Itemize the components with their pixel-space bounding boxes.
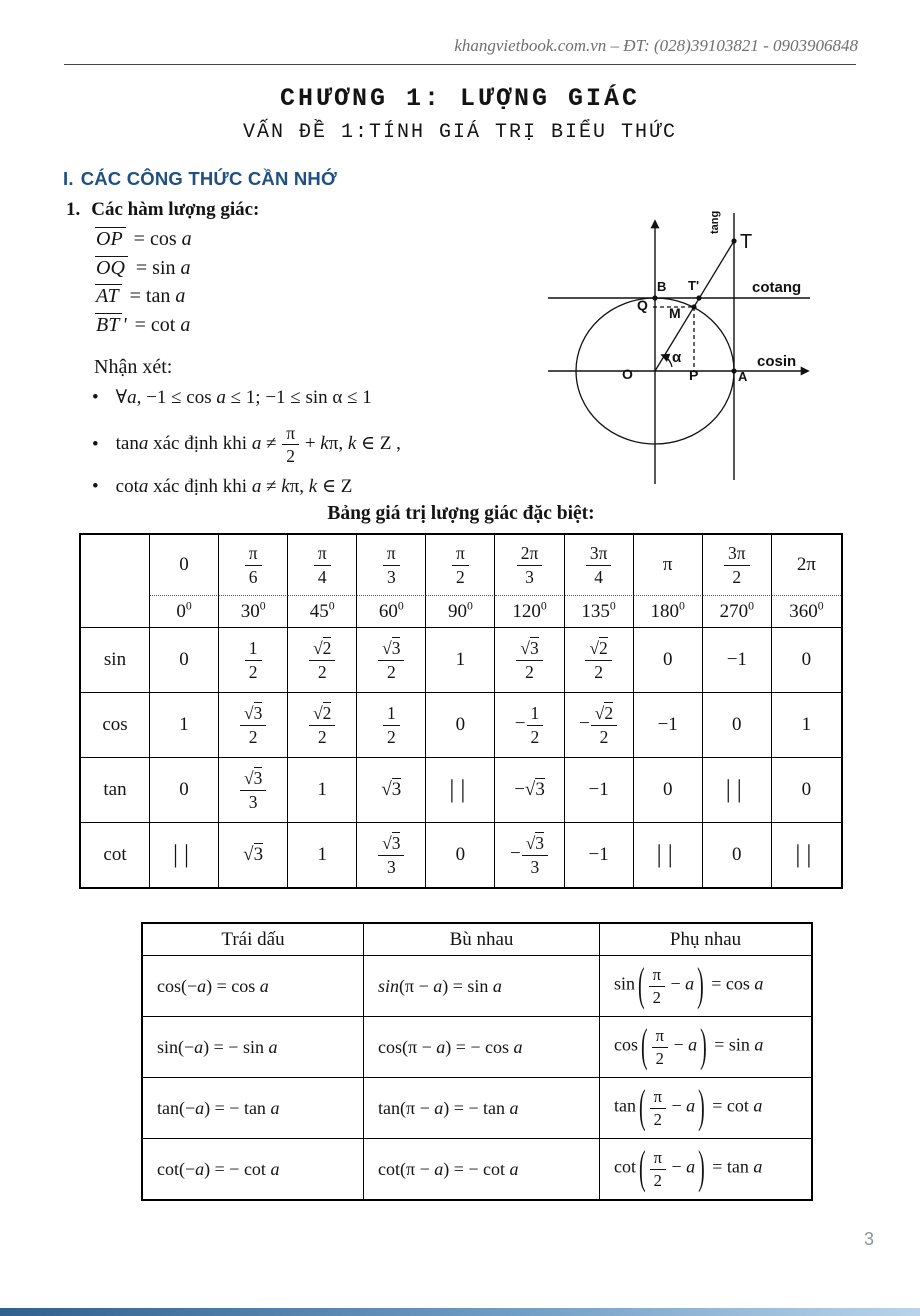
label-T-prime: T'	[688, 278, 700, 293]
value-cell: $\frac{√3}{3}$	[357, 823, 426, 887]
remark-text: • ∀a, −1 ≤ cos a ≤ 1; −1 ≤ sin α ≤ 1	[115, 387, 372, 408]
value-cell: ||	[795, 841, 818, 868]
remark-bullet	[92, 386, 562, 409]
label-tang: tang	[709, 210, 721, 234]
degree-header-cell: $45^0$	[288, 596, 357, 628]
label-P: P	[689, 367, 699, 383]
degree-header-cell: $180^0$	[634, 596, 703, 628]
formula-rhs: = sin a	[135, 256, 191, 279]
corner-cell	[81, 535, 150, 628]
value-cell: 0	[772, 758, 841, 823]
header-divider	[64, 64, 856, 65]
identity-cell: cot(π − a) = − cot a	[364, 1139, 600, 1199]
value-cell: √3	[357, 758, 426, 823]
label-B: B	[657, 279, 667, 294]
remark-text: • tana xác định khi a ≠ $\frac{\pi}{2}$ + kπ, k ∈ Z ,	[115, 423, 401, 467]
value-cell: $\frac{√2}{2}$	[288, 628, 357, 693]
value-cell: $\frac{√2}{2}$	[288, 693, 357, 758]
remark-bullet	[92, 422, 562, 467]
radian-header-cell: $\frac{\pi}{6}$	[219, 535, 288, 596]
value-cell: − $\frac{√2}{2}$	[565, 693, 634, 758]
value-cell: 1	[288, 823, 357, 887]
label-cotang: cotang	[752, 279, 802, 296]
value-cell: $\frac{1}{2}$	[219, 628, 288, 693]
identity-table-body	[143, 924, 811, 1199]
identity-table	[141, 922, 813, 1201]
value-cell: 0	[703, 823, 772, 887]
degree-header-cell: $360^0$	[772, 596, 841, 628]
formula-line	[95, 227, 192, 256]
row-label: cos	[81, 693, 150, 758]
identity-cell: tan(−a) = − tan a	[143, 1078, 364, 1139]
degree-header-cell: $270^0$	[703, 596, 772, 628]
value-cell: ||	[426, 758, 495, 823]
point-A	[731, 368, 736, 373]
degree-header-cell: $0^0$	[150, 596, 219, 628]
page-header	[454, 36, 858, 56]
formula-rhs: = cos a	[133, 228, 192, 250]
identity-cell: cot(−a) = − cot a	[143, 1139, 364, 1199]
segment-BT: BT	[95, 313, 122, 337]
label-alpha: α	[672, 349, 682, 366]
row-label: cot	[81, 823, 150, 887]
value-cell: 0	[703, 693, 772, 758]
identity-cell: cos ( $\frac{\pi}{2}$ − a ) = sin a	[600, 1017, 811, 1078]
identity-header-cell: Phụ nhau	[600, 924, 811, 956]
radian-header-cell: $\frac{3\pi}{4}$	[565, 535, 634, 596]
formula-line	[95, 313, 192, 342]
value-cell: −1	[565, 758, 634, 823]
prime-mark: '	[122, 313, 127, 336]
value-cell: 0	[150, 628, 219, 693]
value-cell: $\frac{√3}{2}$	[495, 628, 564, 693]
value-table-body	[81, 535, 841, 887]
value-cell: $\frac{√3}{2}$	[357, 628, 426, 693]
value-cell: $\frac{√3}{3}$	[219, 758, 288, 823]
label-Q: Q	[637, 297, 648, 313]
value-cell: $\frac{√3}{2}$	[219, 693, 288, 758]
site-info: khangvietbook.com.vn – ĐT: (028)39103821 - 0903906848	[454, 36, 858, 55]
degree-header-cell: $120^0$	[495, 596, 564, 628]
radian-header-cell: $\frac{3\pi}{2}$	[703, 535, 772, 596]
value-cell: ||	[634, 823, 703, 887]
formula-line	[95, 284, 192, 313]
identity-cell: cot ( $\frac{\pi}{2}$ − a ) = tan a	[614, 1141, 763, 1194]
value-cell: 0	[150, 758, 219, 823]
row-label: sin	[81, 628, 150, 693]
formula-rhs: = cot a	[134, 313, 191, 336]
radian-header-cell: $\frac{\pi}{4}$	[288, 535, 357, 596]
point-M	[691, 304, 696, 309]
radian-header-cell: 2π	[772, 535, 841, 596]
chapter-title: CHƯƠNG 1: LƯỢNG GIÁC	[279, 84, 641, 113]
radian-header-cell: $\frac{\pi}{2}$	[426, 535, 495, 596]
identity-header-cell: Trái dấu	[143, 924, 364, 956]
item-heading	[66, 199, 259, 221]
value-cell: −1	[634, 693, 703, 758]
remark-text: • cota xác định khi a ≠ kπ, k ∈ Z	[115, 476, 353, 498]
value-cell: −√3	[495, 758, 564, 823]
value-cell: − $\frac{√3}{3}$	[495, 823, 564, 887]
degree-header-cell: $90^0$	[426, 596, 495, 628]
value-cell: 0	[634, 628, 703, 693]
section-title: CÁC CÔNG THỨC CẦN NHỚ	[80, 168, 337, 189]
value-cell: −1	[565, 823, 634, 887]
label-A: A	[738, 369, 748, 384]
radian-header-cell: $\frac{\pi}{3}$	[357, 535, 426, 596]
value-table-title: Bảng giá trị lượng giác đặc biệt:	[327, 503, 595, 524]
identity-cell: sin ( $\frac{\pi}{2}$ − a ) = cos a	[600, 956, 811, 1017]
value-cell: $\frac{√2}{2}$	[565, 628, 634, 693]
section-heading	[63, 168, 337, 190]
point-B	[652, 295, 657, 300]
radian-header-cell: $\frac{2\pi}{3}$	[495, 535, 564, 596]
row-label: tan	[81, 758, 150, 823]
degree-header-cell: $135^0$	[565, 596, 634, 628]
value-cell: 0	[634, 758, 703, 823]
identity-cell: tan(π − a) = − tan a	[364, 1078, 600, 1139]
segment-OQ: OQ	[95, 256, 128, 280]
value-cell: − $\frac{1}{2}$	[495, 693, 564, 758]
value-cell: 0	[426, 823, 495, 887]
chapter-subtitle: VẤN ĐỀ 1:TÍNH GIÁ TRỊ BIỂU THỨC	[242, 121, 678, 144]
value-cell: 0	[772, 628, 841, 693]
item-title: Các hàm lượng giác:	[91, 199, 260, 220]
formula-line	[95, 256, 192, 285]
remark-label: Nhận xét:	[94, 356, 173, 378]
value-cell: ||	[150, 823, 219, 887]
identity-cell: tan ( $\frac{\pi}{2}$ − a ) = cot a	[600, 1078, 811, 1139]
unit-circle-diagram	[535, 198, 920, 490]
value-cell: 0	[426, 693, 495, 758]
identity-cell: sin(−a) = − sin a	[143, 1017, 364, 1078]
identity-cell: cos(π − a) = − cos a	[364, 1017, 600, 1078]
point-T-prime	[696, 295, 701, 300]
label-M: M	[669, 305, 681, 321]
identity-cell: cos(−a) = cos a	[143, 956, 364, 1017]
value-table	[79, 533, 843, 889]
identity-header-cell: Bù nhau	[364, 924, 600, 956]
segment-AT: AT	[95, 284, 122, 308]
remark-bullet	[92, 475, 562, 498]
segment-OP: OP	[95, 227, 126, 251]
value-cell: −1	[703, 628, 772, 693]
page-number: 3	[863, 1229, 874, 1249]
label-T: T	[740, 231, 753, 253]
footer-accent-bar	[0, 1308, 920, 1316]
formula-block	[95, 227, 192, 341]
value-cell: ||	[703, 758, 772, 823]
label-cosin: cosin	[757, 353, 797, 370]
degree-header-cell: $60^0$	[357, 596, 426, 628]
identity-cell: sin(π − a) = sin a	[364, 956, 600, 1017]
value-cell: 1	[426, 628, 495, 693]
radian-header-cell: π	[634, 535, 703, 596]
value-cell: 1	[150, 693, 219, 758]
remark-list	[92, 386, 562, 511]
section-number: I.	[63, 168, 74, 189]
item-number: 1.	[66, 199, 81, 220]
value-cell: 1	[288, 758, 357, 823]
degree-header-cell: $30^0$	[219, 596, 288, 628]
label-O: O	[622, 366, 633, 382]
value-cell: 1	[772, 693, 841, 758]
radian-header-cell: 0	[150, 535, 219, 596]
value-cell: √3	[219, 823, 288, 887]
formula-rhs: = tan a	[129, 285, 186, 307]
value-cell: $\frac{1}{2}$	[357, 693, 426, 758]
point-T	[731, 238, 736, 243]
